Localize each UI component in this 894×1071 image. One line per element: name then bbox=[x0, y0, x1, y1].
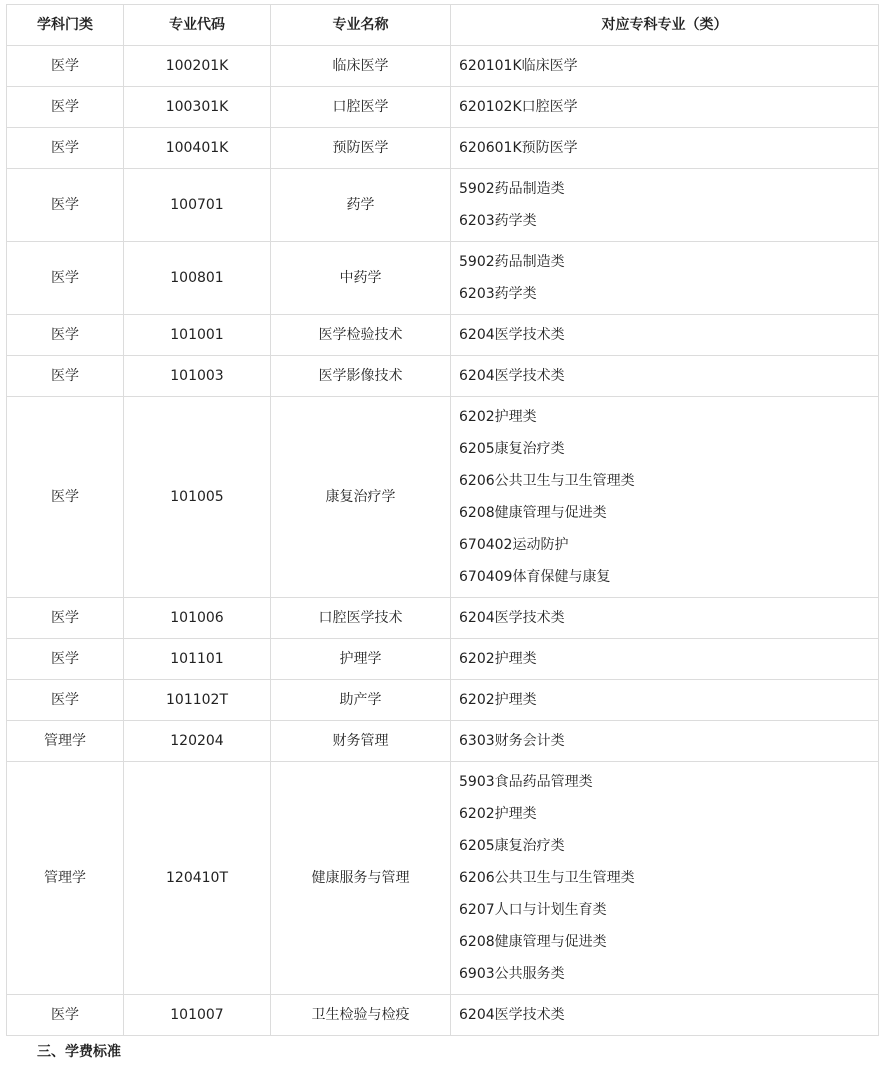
related-major: 6203药学类 bbox=[459, 213, 537, 229]
related-major: 6202护理类 bbox=[459, 651, 537, 667]
majors-table bbox=[6, 4, 879, 1036]
table-row bbox=[7, 169, 879, 242]
related-major: 6208健康管理与促进类 bbox=[459, 934, 607, 950]
related-major: 670409体育保健与康复 bbox=[459, 569, 611, 585]
table-row bbox=[7, 87, 879, 128]
cell-name: 卫生检验与检疫 bbox=[271, 995, 451, 1036]
cell-category: 医学 bbox=[7, 995, 124, 1036]
cell-category: 医学 bbox=[7, 397, 124, 598]
cell-code: 101102T bbox=[124, 680, 271, 721]
header-category: 学科门类 bbox=[7, 5, 124, 46]
cell-name: 口腔医学技术 bbox=[271, 598, 451, 639]
table-row bbox=[7, 721, 879, 762]
cell-related bbox=[451, 995, 879, 1036]
table-row bbox=[7, 356, 879, 397]
cell-category: 医学 bbox=[7, 87, 124, 128]
related-major: 6208健康管理与促进类 bbox=[459, 505, 607, 521]
section-heading-tuition: 三、学费标准 bbox=[37, 1044, 121, 1060]
cell-code: 101007 bbox=[124, 995, 271, 1036]
cell-name: 康复治疗学 bbox=[271, 397, 451, 598]
cell-code: 101001 bbox=[124, 315, 271, 356]
table-row bbox=[7, 680, 879, 721]
related-major: 6204医学技术类 bbox=[459, 610, 565, 626]
cell-related bbox=[451, 356, 879, 397]
header-code: 专业代码 bbox=[124, 5, 271, 46]
cell-code: 101003 bbox=[124, 356, 271, 397]
related-major: 6303财务会计类 bbox=[459, 733, 565, 749]
header-name: 专业名称 bbox=[271, 5, 451, 46]
cell-code: 100401K bbox=[124, 128, 271, 169]
cell-related bbox=[451, 397, 879, 598]
related-major: 6206公共卫生与卫生管理类 bbox=[459, 473, 635, 489]
cell-name: 中药学 bbox=[271, 242, 451, 315]
cell-name: 医学影像技术 bbox=[271, 356, 451, 397]
cell-name: 医学检验技术 bbox=[271, 315, 451, 356]
cell-related bbox=[451, 639, 879, 680]
cell-related bbox=[451, 169, 879, 242]
cell-category: 医学 bbox=[7, 680, 124, 721]
table-row bbox=[7, 46, 879, 87]
related-major: 670402运动防护 bbox=[459, 537, 569, 553]
related-major: 6204医学技术类 bbox=[459, 1007, 565, 1023]
related-major: 6205康复治疗类 bbox=[459, 441, 565, 457]
cell-category: 医学 bbox=[7, 598, 124, 639]
cell-related bbox=[451, 87, 879, 128]
cell-related bbox=[451, 315, 879, 356]
table-row bbox=[7, 762, 879, 995]
cell-related bbox=[451, 46, 879, 87]
cell-category: 管理学 bbox=[7, 762, 124, 995]
cell-category: 医学 bbox=[7, 169, 124, 242]
cell-code: 100801 bbox=[124, 242, 271, 315]
related-major: 6204医学技术类 bbox=[459, 327, 565, 343]
related-major: 6204医学技术类 bbox=[459, 368, 565, 384]
related-major: 6207人口与计划生育类 bbox=[459, 902, 607, 918]
cell-related bbox=[451, 242, 879, 315]
cell-category: 医学 bbox=[7, 639, 124, 680]
table-row bbox=[7, 128, 879, 169]
table-row bbox=[7, 995, 879, 1036]
cell-related bbox=[451, 128, 879, 169]
cell-name: 财务管理 bbox=[271, 721, 451, 762]
cell-name: 临床医学 bbox=[271, 46, 451, 87]
cell-name: 预防医学 bbox=[271, 128, 451, 169]
related-major: 5902药品制造类 bbox=[459, 181, 565, 197]
cell-category: 医学 bbox=[7, 315, 124, 356]
related-major: 6202护理类 bbox=[459, 409, 537, 425]
table-header-row bbox=[7, 5, 879, 46]
cell-code: 100301K bbox=[124, 87, 271, 128]
related-major: 6205康复治疗类 bbox=[459, 838, 565, 854]
cell-category: 医学 bbox=[7, 128, 124, 169]
cell-code: 120410T bbox=[124, 762, 271, 995]
table-row bbox=[7, 242, 879, 315]
cell-code: 101006 bbox=[124, 598, 271, 639]
cell-related bbox=[451, 721, 879, 762]
cell-code: 101101 bbox=[124, 639, 271, 680]
related-major: 6203药学类 bbox=[459, 286, 537, 302]
cell-code: 101005 bbox=[124, 397, 271, 598]
related-major: 6206公共卫生与卫生管理类 bbox=[459, 870, 635, 886]
cell-category: 管理学 bbox=[7, 721, 124, 762]
table-row bbox=[7, 397, 879, 598]
cell-category: 医学 bbox=[7, 356, 124, 397]
related-major: 620101K临床医学 bbox=[459, 58, 578, 74]
table-row bbox=[7, 315, 879, 356]
table-row bbox=[7, 639, 879, 680]
related-major: 6903公共服务类 bbox=[459, 966, 565, 982]
related-major: 5902药品制造类 bbox=[459, 254, 565, 270]
cell-name: 护理学 bbox=[271, 639, 451, 680]
related-major: 620601K预防医学 bbox=[459, 140, 578, 156]
cell-related bbox=[451, 762, 879, 995]
cell-related bbox=[451, 598, 879, 639]
related-major: 620102K口腔医学 bbox=[459, 99, 578, 115]
cell-name: 健康服务与管理 bbox=[271, 762, 451, 995]
table-row bbox=[7, 598, 879, 639]
cell-name: 助产学 bbox=[271, 680, 451, 721]
header-related: 对应专科专业（类） bbox=[451, 5, 879, 46]
related-major: 5903食品药品管理类 bbox=[459, 774, 593, 790]
cell-code: 120204 bbox=[124, 721, 271, 762]
cell-related bbox=[451, 680, 879, 721]
cell-code: 100201K bbox=[124, 46, 271, 87]
related-major: 6202护理类 bbox=[459, 806, 537, 822]
related-major: 6202护理类 bbox=[459, 692, 537, 708]
cell-code: 100701 bbox=[124, 169, 271, 242]
cell-category: 医学 bbox=[7, 242, 124, 315]
cell-category: 医学 bbox=[7, 46, 124, 87]
cell-name: 口腔医学 bbox=[271, 87, 451, 128]
cell-name: 药学 bbox=[271, 169, 451, 242]
